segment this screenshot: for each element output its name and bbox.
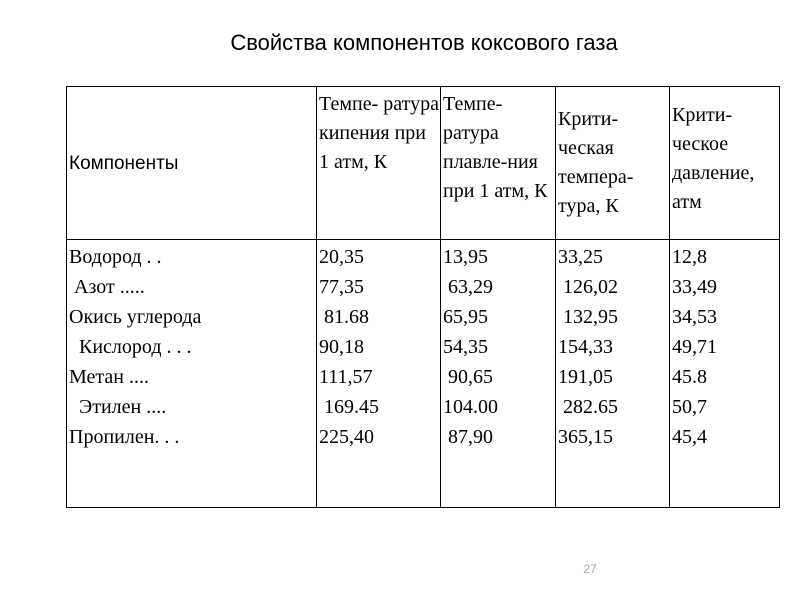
properties-table: [66, 86, 780, 508]
table-header-row: [67, 87, 780, 240]
critical-pressure-value: 45.8: [672, 366, 707, 388]
component-name: Водород . .: [69, 246, 162, 268]
melting-temperature-column: [441, 240, 556, 508]
boiling-temperature-value: 169.45: [319, 396, 379, 418]
critical-pressure-value: 12,8: [672, 246, 707, 268]
critical-temperature-value: 154,33: [558, 336, 613, 358]
component-name: Пропилен. . .: [69, 426, 180, 448]
boiling-temperature-value: 111,57: [319, 366, 373, 388]
melting-temperature-value: 63,29: [443, 276, 493, 298]
boiling-temperature-value: 90,18: [319, 336, 364, 358]
melting-temperature-value: 13,95: [443, 246, 488, 268]
melting-temperature-value: 90,65: [443, 366, 493, 388]
component-name: Окись углерода: [69, 306, 202, 328]
header-critical-pressure: Крити- ческое давление, атм: [670, 87, 780, 240]
critical-temperature-column: [556, 240, 670, 508]
critical-temperature-value: 126,02: [558, 276, 618, 298]
melting-temperature-value: 104.00: [443, 396, 498, 418]
critical-pressure-value: 34,53: [672, 306, 717, 328]
boiling-temperature-column: [317, 240, 441, 508]
table-data-row: [67, 240, 780, 508]
critical-pressure-value: 33,49: [672, 276, 717, 298]
component-name: Кислород . . .: [69, 336, 192, 358]
critical-pressure-column: [670, 240, 780, 508]
header-components: Компоненты: [67, 87, 317, 240]
critical-temperature-value: 365,15: [558, 426, 613, 448]
critical-temperature-value: 191,05: [558, 366, 613, 388]
header-critical-temperature: Крити- ческая темпера-тура, К: [556, 87, 670, 240]
critical-temperature-value: 282.65: [558, 396, 618, 418]
boiling-temperature-value: 77,35: [319, 276, 364, 298]
boiling-temperature-value: 81.68: [319, 306, 369, 328]
melting-temperature-value: 54,35: [443, 336, 488, 358]
melting-temperature-value: 65,95: [443, 306, 488, 328]
component-name: Метан ....: [69, 366, 149, 388]
critical-pressure-value: 49,71: [672, 336, 717, 358]
critical-temperature-value: 132,95: [558, 306, 618, 328]
component-name: Этилен ....: [69, 396, 167, 418]
critical-pressure-value: 50,7: [672, 396, 707, 418]
component-name: Азот .....: [69, 276, 145, 298]
components-column: [67, 240, 317, 508]
header-boiling-temperature: Темпе- ратура кипения при 1 атм, К: [317, 87, 441, 240]
boiling-temperature-value: 225,40: [319, 426, 374, 448]
critical-pressure-value: 45,4: [672, 426, 707, 448]
header-melting-temperature: Темпе- ратура плавле-ния при 1 атм, К: [441, 87, 556, 240]
slide-title: Свойства компонентов коксового газа: [230, 30, 618, 55]
page-number: 27: [583, 562, 597, 576]
critical-temperature-value: 33,25: [558, 246, 603, 268]
melting-temperature-value: 87,90: [443, 426, 493, 448]
boiling-temperature-value: 20,35: [319, 246, 364, 268]
